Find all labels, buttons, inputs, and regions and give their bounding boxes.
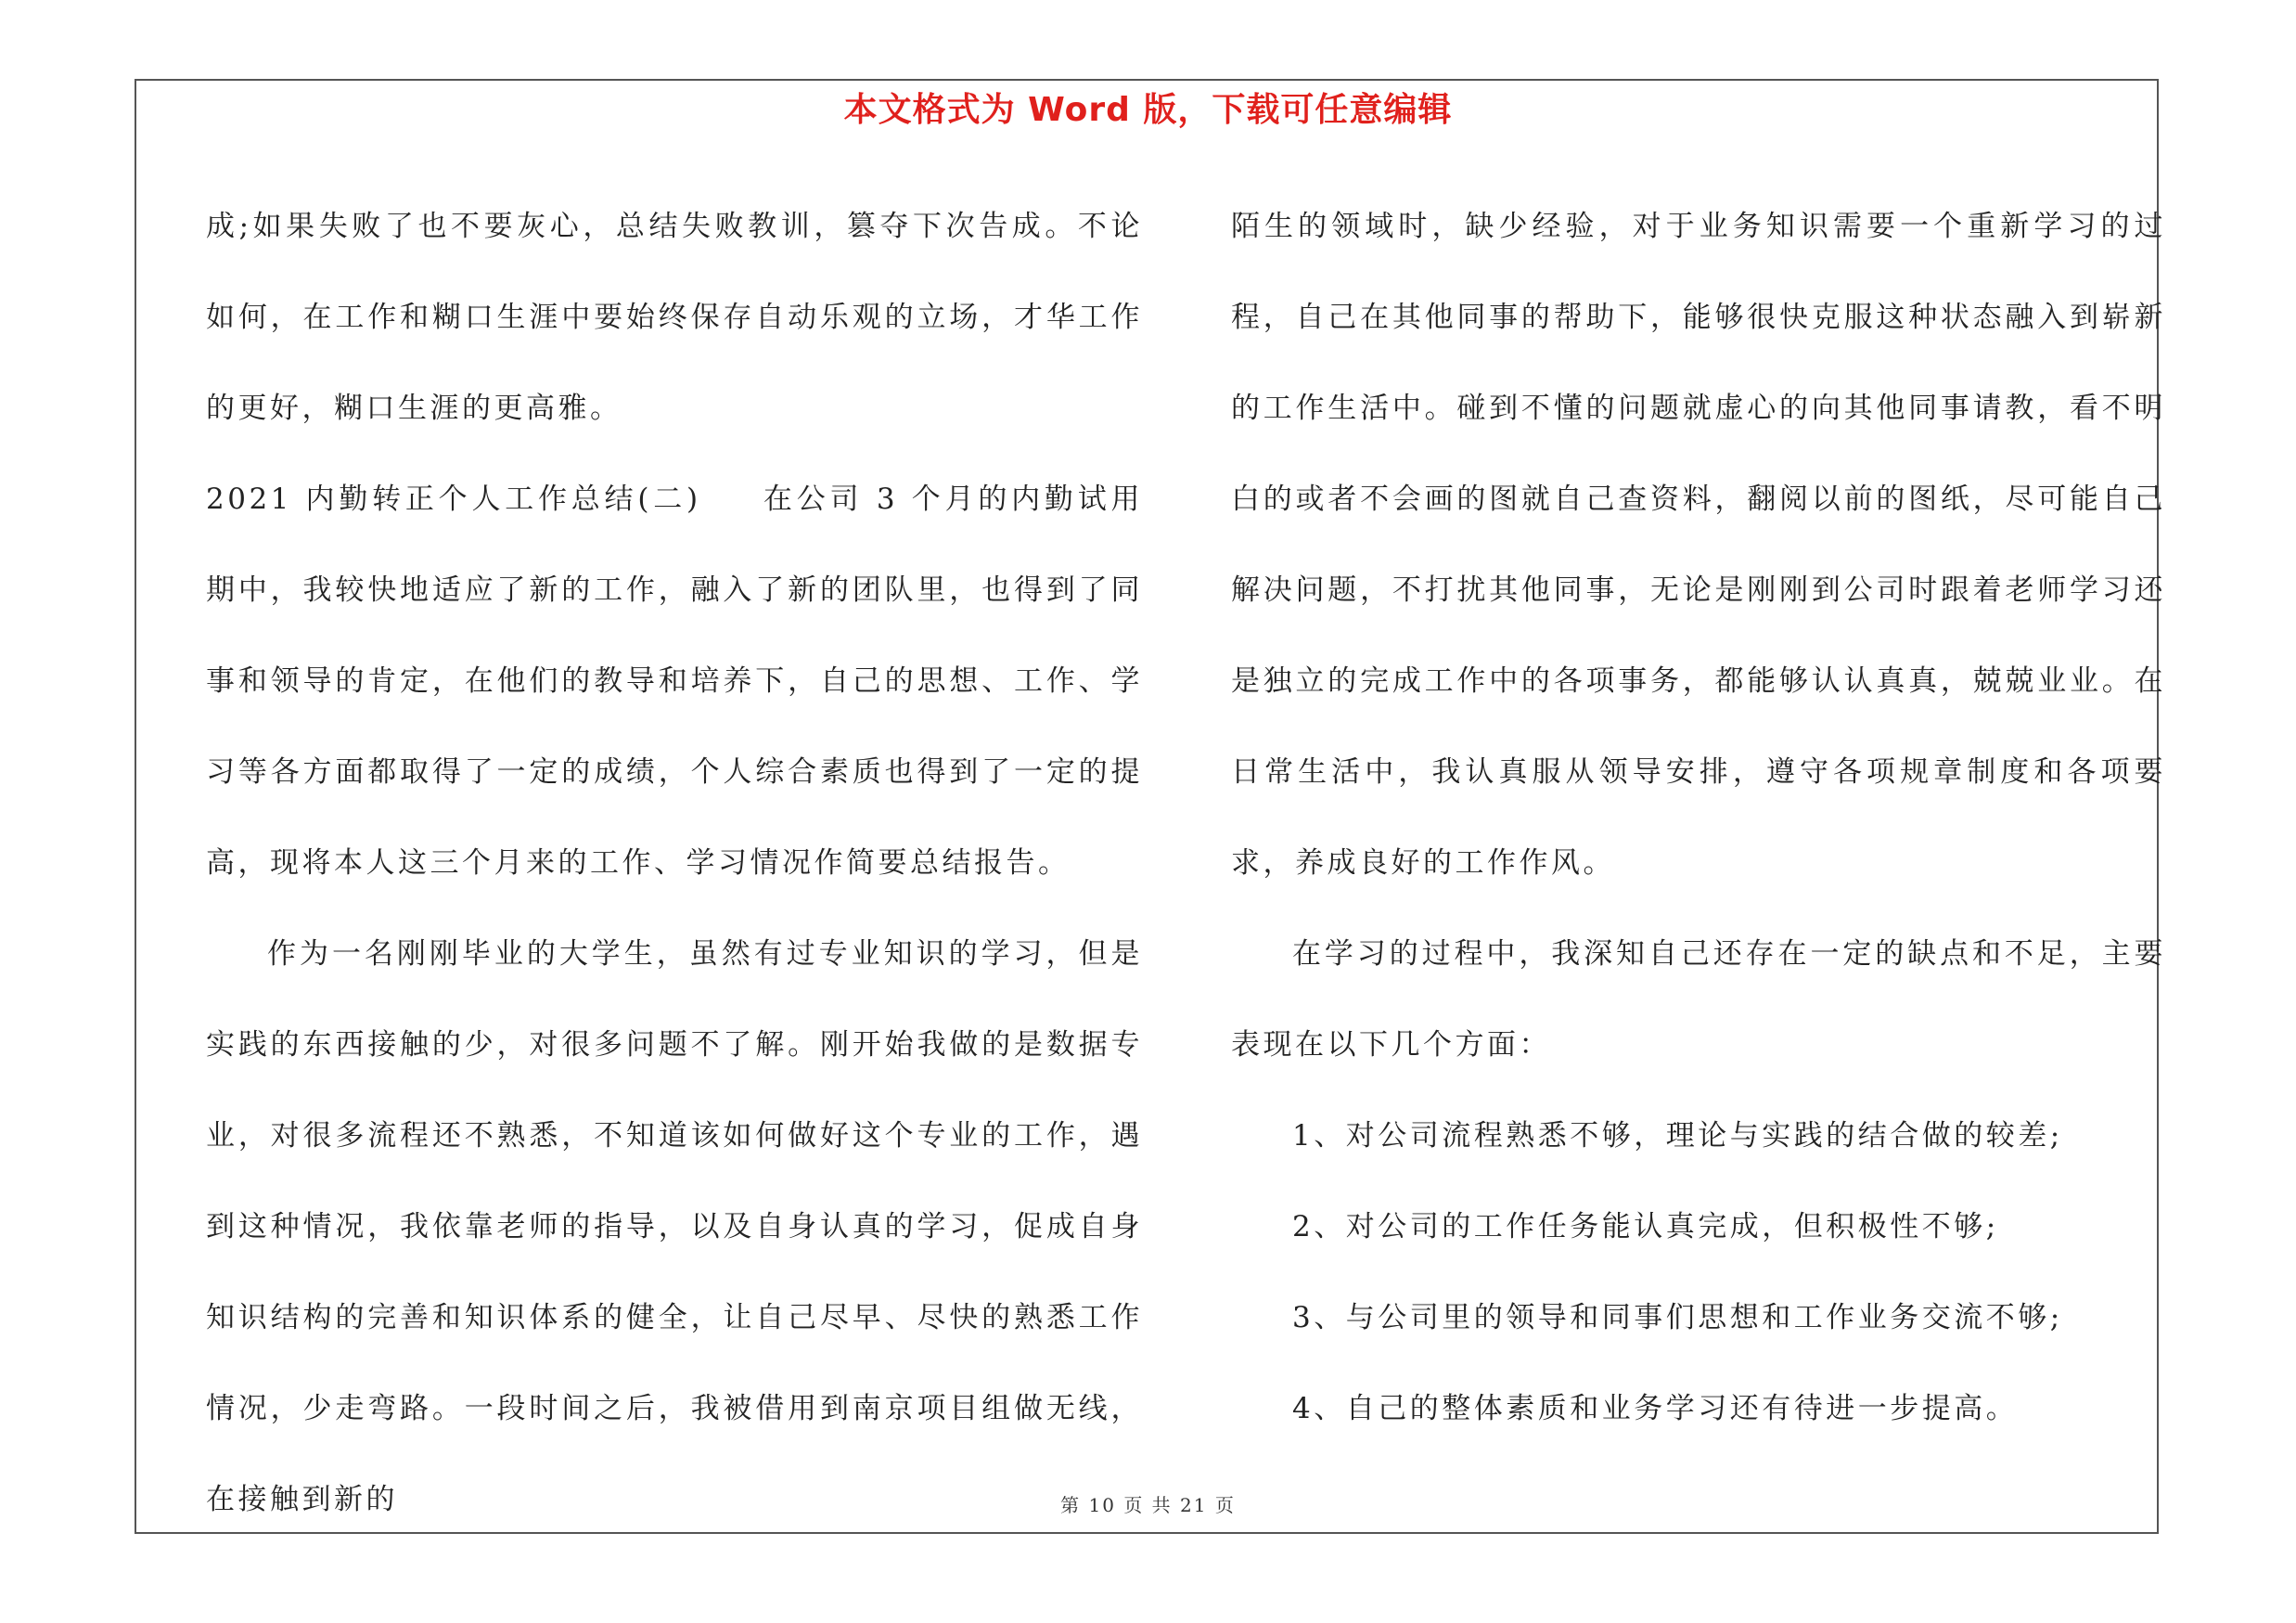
paragraph-shortcomings: 在学习的过程中，我深知自己还存在一定的缺点和不足，主要表现在以下几个方面： xyxy=(1231,937,2166,1062)
page-number: 第 10 页 共 21 页 xyxy=(1060,1494,1236,1516)
left-column xyxy=(206,181,1143,1545)
paragraph-graduate: 作为一名刚刚毕业的大学生，虽然有过专业知识的学习，但是实践的东西接触的少，对很多问题不了解。刚开始我做的是数据专业，对很多流程还不熟悉，不知道该如何做好这个专业的工作，遇到这种情况，我依靠老师的指导，以及自身认真的学习，促成自身知识结构的完善和知识体系的健全，让自己尽早、尽快的熟悉工作情况，少走弯路。一段时间之后，我被借用到南京项目组做无线，在接触到新的 xyxy=(206,937,1143,1516)
section-intro: 在公司 3 个月的内勤试用期中，我较快地适应了新的工作，融入了新的团队里，也得到了同事和领导的肯定，在他们的教导和培养下，自己的思想、工作、学习等各方面都取得了一定的成绩，个人综合素质也得到了一定的提高，现将本人这三个月来的工作、学习情况作简要总结报告。 xyxy=(206,483,1143,880)
list-item: 2、对公司的工作任务能认真完成，但积极性不够; xyxy=(1292,1210,1999,1243)
paragraph-new-field: 陌生的领域时，缺少经验，对于业务知识需要一个重新学习的过程，自己在其他同事的帮助下，能够很快克服这种状态融入到崭新的工作生活中。碰到不懂的问题就虚心的向其他同事请教，看不明白的或者不会画的图就自己查资料，翻阅以前的图纸，尽可能自己解决问题，不打扰其他同事，无论是刚刚到公司时跟着老师学习还是独立的完成工作中的各项事务，都能够认认真真，兢兢业业。在日常生活中，我认真服从领导安排，遵守各项规章制度和各项要求，养成良好的工作作风。 xyxy=(1231,210,2166,880)
paragraph-section-two xyxy=(206,454,1143,908)
section-title: 2021 内勤转正个人工作总结(二) xyxy=(206,483,701,516)
list-item: 4、自己的整体素质和业务学习还有待进一步提高。 xyxy=(1292,1392,2019,1425)
list-item: 1、对公司流程熟悉不够，理论与实践的结合做的较差; xyxy=(1292,1119,2063,1153)
list-item: 3、与公司里的领导和同事们思想和工作业务交流不够; xyxy=(1292,1301,2063,1334)
format-banner: 本文格式为 Word 版，下载可任意编辑 xyxy=(843,91,1453,129)
paragraph-continuation: 成;如果失败了也不要灰心，总结失败教训，篡夺下次告成。不论如何，在工作和糊口生涯中要始终保存自动乐观的立场，才华工作的更好，糊口生涯的更高雅。 xyxy=(206,210,1143,425)
right-column xyxy=(1231,181,2166,1454)
